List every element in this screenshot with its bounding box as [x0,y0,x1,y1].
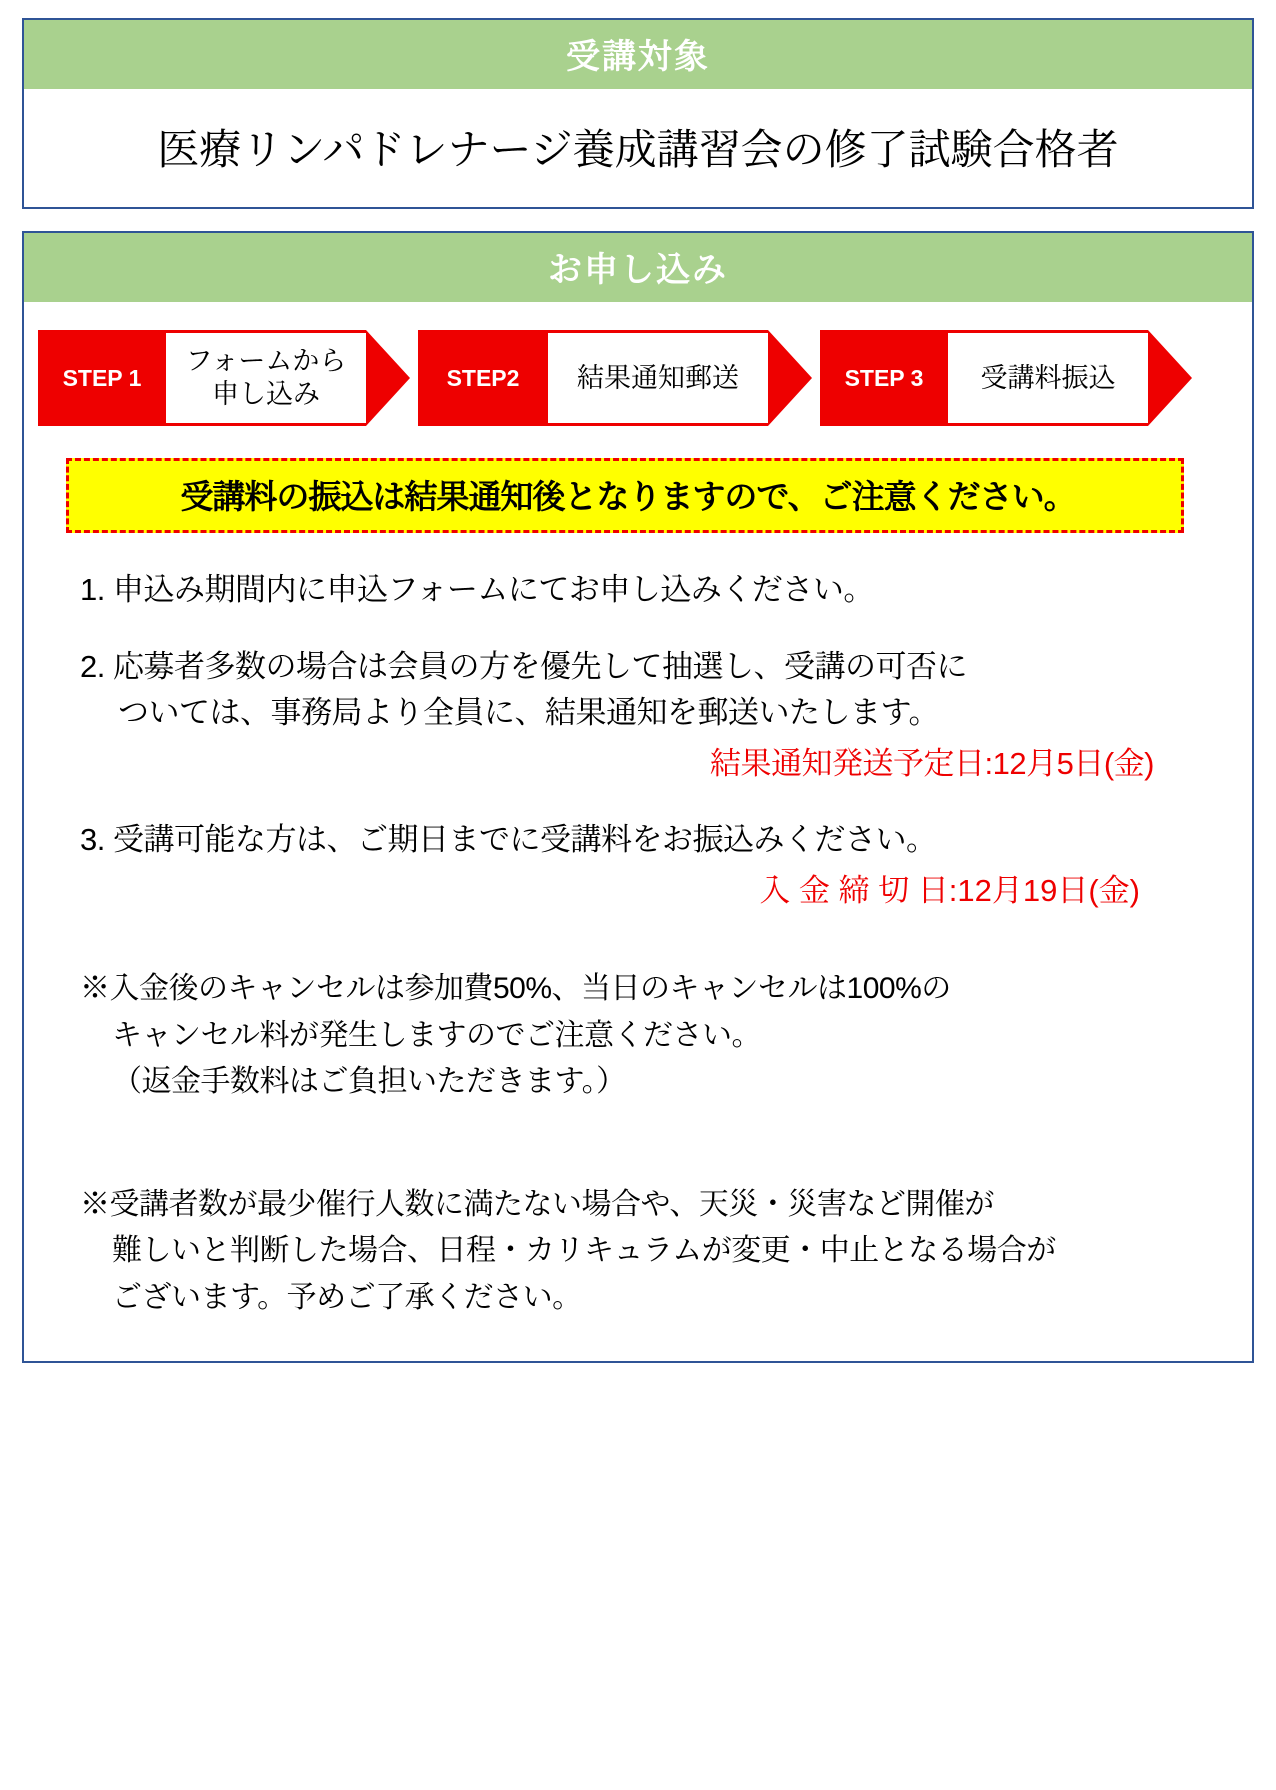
step-1-text-line1: フォームから [185,346,347,377]
step-1-arrow-icon [366,330,410,426]
step-3-label: STEP 3 [820,330,948,426]
list-item [80,817,1212,914]
step-1-label: STEP 1 [38,330,166,426]
result-notice-date: 結果通知発送予定日:12月5日(金) [710,745,1154,781]
note-1-line1: ※入金後のキャンセルは参加費50%、当日のキャンセルは100%の [80,972,951,1005]
application-steps-list [24,567,1252,1321]
payment-deadline-date: 入 金 締 切 日:12月19日(金) [759,872,1140,908]
step-2 [418,330,812,426]
step-3-text-line1: 受講料振込 [980,362,1116,393]
caution-box: 受講料の振込は結果通知後となりますので、ご注意ください。 [66,458,1184,533]
item-3-line1: 3. 受講可能な方は、ご期日までに受講料をお振込みください。 [80,822,937,857]
note-1-line3: （返金手数料はご負担いただきます。） [112,1065,626,1098]
list-item [80,644,1212,788]
note-1-line2: キャンセル料が発生しますのでご注意ください。 [112,1018,761,1052]
target-section-body: 医療リンパドレナージ養成講習会の修了試験合格者 [157,126,1119,173]
note-2-line1: ※受講者数が最少催行人数に満たない場合や、天災・災害など開催が [80,1187,994,1221]
step-3 [820,330,1192,426]
step-3-arrow-icon [1148,330,1192,426]
item-2-line1: 2. 応募者多数の場合は会員の方を優先して抽選し、受講の可否に [80,648,967,684]
apply-section [22,231,1254,1363]
step-3-body [948,330,1148,426]
target-section [22,18,1254,209]
step-2-arrow-icon [768,330,812,426]
step-2-text-line1: 結果通知郵送 [577,362,739,393]
item-2-line2: ついては、事務局より全員に、結果通知を郵送いたします。 [118,695,940,730]
note-2-line3: ございます。予めご了承ください。 [112,1280,582,1314]
step-flow [38,330,1252,426]
step-1-body [166,330,366,426]
step-1-text-line2: 申し込み [212,379,320,409]
target-section-heading: 受講対象 [24,20,1252,89]
list-item [80,567,1212,614]
note-2-line2: 難しいと判断した場合、日程・カリキュラムが変更・中止となる場合が [112,1234,1056,1267]
step-2-body [548,330,768,426]
note-cancellation [80,966,1212,1106]
item-1-line1: 1. 申込み期間内に申込フォームにてお申し込みください。 [80,572,874,607]
apply-section-heading: お申し込み [24,233,1252,302]
step-2-label: STEP2 [418,330,548,426]
step-1 [38,330,410,426]
note-cancellation-policy [80,1182,1212,1322]
